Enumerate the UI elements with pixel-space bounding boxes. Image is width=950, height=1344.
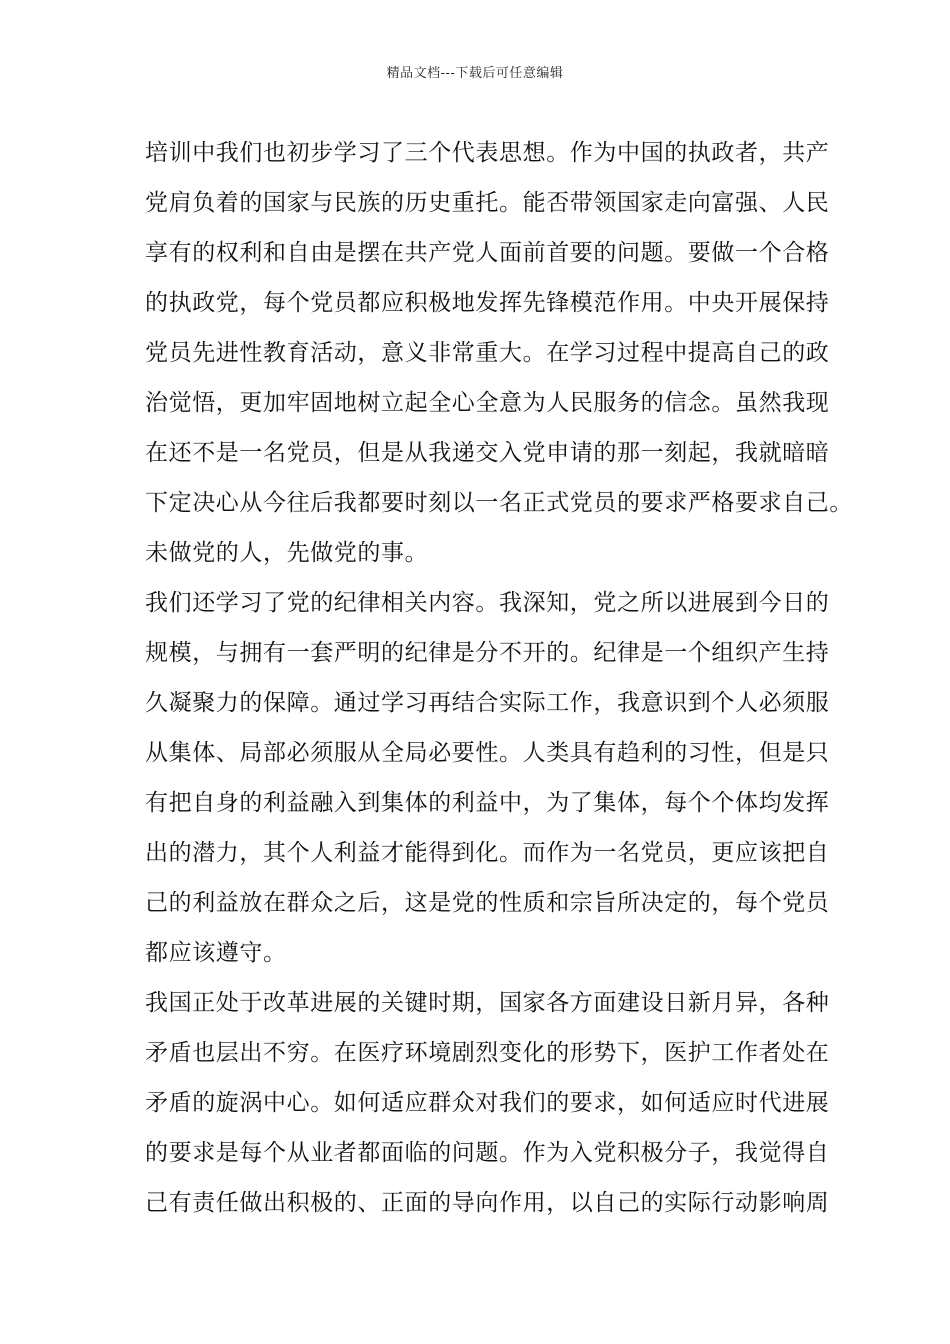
text-line: 党肩负着的国家与民族的历史重托。能否带领国家走向富强、人民 xyxy=(145,190,830,216)
text-line: 培训中我们也初步学习了三个代表思想。作为中国的执政者，共产 xyxy=(145,140,830,166)
text-line: 的要求是每个从业者都面临的问题。作为入党积极分子，我觉得自 xyxy=(145,1140,830,1166)
text-line: 己的利益放在群众之后，这是党的性质和宗旨所决定的，每个党员 xyxy=(145,890,830,916)
text-line: 在还不是一名党员，但是从我递交入党申请的那一刻起，我就暗暗 xyxy=(145,440,830,466)
text-line: 党员先进性教育活动，意义非常重大。在学习过程中提高自己的政 xyxy=(145,340,830,366)
text-line: 从集体、局部必须服从全局必要性。人类具有趋利的习性，但是只 xyxy=(145,740,830,766)
text-line: 下定决心从今往后我都要时刻以一名正式党员的要求严格要求自己。 xyxy=(145,490,853,516)
text-line: 矛盾也层出不穷。在医疗环境剧烈变化的形势下，医护工作者处在 xyxy=(145,1040,830,1066)
text-line: 久凝聚力的保障。通过学习再结合实际工作，我意识到个人必须服 xyxy=(145,690,830,716)
text-line: 己有责任做出积极的、正面的导向作用，以自己的实际行动影响周 xyxy=(145,1190,830,1216)
text-line: 我们还学习了党的纪律相关内容。我深知，党之所以进展到今日的 xyxy=(145,590,830,616)
text-line: 治觉悟，更加牢固地树立起全心全意为人民服务的信念。虽然我现 xyxy=(145,390,830,416)
text-line: 矛盾的旋涡中心。如何适应群众对我们的要求，如何适应时代进展 xyxy=(145,1090,830,1116)
text-line: 未做党的人，先做党的事。 xyxy=(145,540,429,566)
text-line: 享有的权利和自由是摆在共产党人面前首要的问题。要做一个合格 xyxy=(145,240,830,266)
page-header: 精品文档---下载后可任意编辑 xyxy=(386,66,564,81)
text-line: 规模，与拥有一套严明的纪律是分不开的。纪律是一个组织产生持 xyxy=(145,640,830,666)
text-line: 出的潜力，其个人利益才能得到化。而作为一名党员，更应该把自 xyxy=(145,840,830,866)
text-line: 我国正处于改革进展的关键时期，国家各方面建设日新月异，各种 xyxy=(145,990,830,1016)
text-line: 都应该遵守。 xyxy=(145,940,287,966)
body-text xyxy=(145,128,853,1228)
text-line: 有把自身的利益融入到集体的利益中，为了集体，每个个体均发挥 xyxy=(145,790,830,816)
text-line: 的执政党，每个党员都应积极地发挥先锋模范作用。中央开展保持 xyxy=(145,290,830,316)
